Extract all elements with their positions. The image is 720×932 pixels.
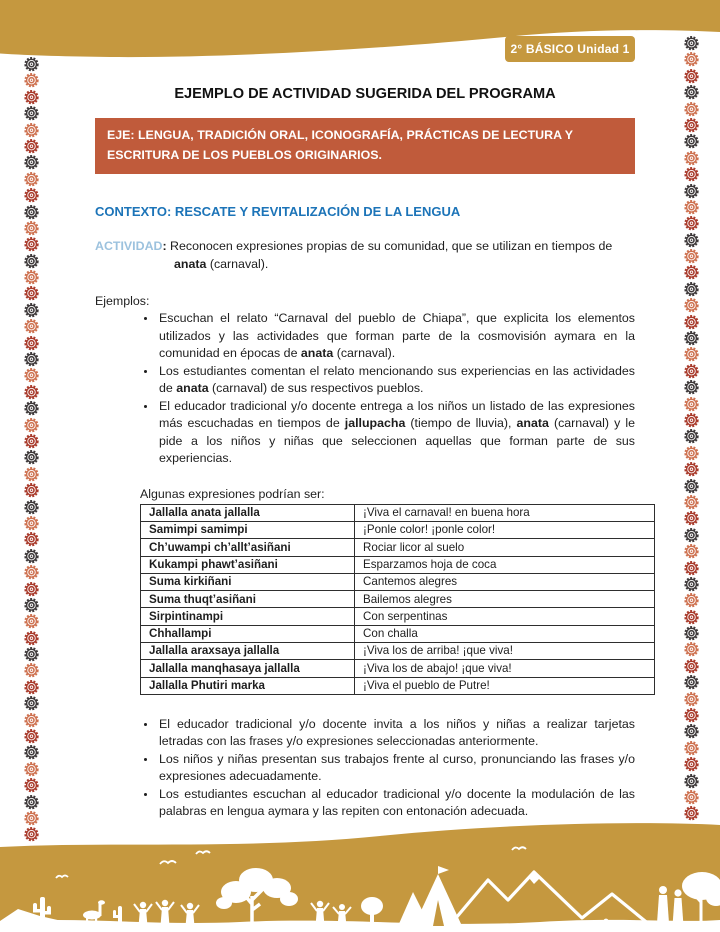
rosette-motif-icon [23, 105, 40, 121]
rosette-motif-icon [23, 597, 40, 613]
rosette-motif-icon [23, 400, 40, 416]
rosette-motif-icon [683, 674, 700, 690]
rosette-motif-icon [23, 728, 40, 744]
rosette-motif-icon [683, 166, 700, 182]
rosette-motif-icon [683, 281, 700, 297]
aymara-cell: Suma thuqt’asiñani [141, 591, 355, 608]
rosette-motif-icon [683, 461, 700, 477]
rosette-motif-icon [23, 89, 40, 105]
ejemplos-heading: Ejemplos: [95, 294, 150, 309]
rosette-motif-icon [683, 658, 700, 674]
rosette-motif-icon [683, 560, 700, 576]
rosette-motif-icon [683, 691, 700, 707]
bullet-item: • Los estudiantes escuchan al educador tradicional y/o docente la modulación de las palabras en lengua aymara y las repiten con entonación adecuada. [157, 786, 635, 821]
aymara-cell: Jallalla anata jallalla [141, 504, 355, 521]
expression-row [141, 660, 655, 677]
aymara-cell: Samimpi samimpi [141, 521, 355, 538]
left-border-rosette-chain [23, 56, 40, 843]
actividad-paragraph [95, 238, 635, 273]
expressions-intro: Algunas expresiones podrían ser: [140, 486, 325, 501]
bullet-item: • Escuchan el relato “Carnaval del pueblo de Chiapa”, que explicita los elementos utilizados y las actividades que forman parte de la cosmovisión aymara en la comunidad en épocas de anata (carnaval). [157, 310, 635, 363]
rosette-motif-icon [23, 72, 40, 88]
spanish-cell: Bailemos alegres [355, 591, 655, 608]
contexto-heading: CONTEXTO: RESCATE Y REVITALIZACIÓN DE LA LENGUA [95, 204, 461, 220]
rosette-motif-icon [23, 466, 40, 482]
rosette-motif-icon [683, 740, 700, 756]
eje-banner: EJE: LENGUA, TRADICIÓN ORAL, ICONOGRAFÍA, PRÁCTICAS DE LECTURA Y ESCRITURA DE LOS PUEBLOS ORIGINARIOS. [95, 118, 635, 174]
rosette-motif-icon [23, 794, 40, 810]
rosette-motif-icon [683, 756, 700, 772]
expression-row [141, 556, 655, 573]
rosette-motif-icon [683, 117, 700, 133]
rosette-motif-icon [683, 346, 700, 362]
rosette-motif-icon [683, 183, 700, 199]
rosette-motif-icon [23, 171, 40, 187]
spanish-cell: ¡Viva los de abajo! ¡que viva! [355, 660, 655, 677]
spanish-cell: Con serpentinas [355, 608, 655, 625]
rosette-motif-icon [683, 199, 700, 215]
expression-row [141, 625, 655, 642]
rosette-motif-icon [23, 335, 40, 351]
rosette-motif-icon [23, 531, 40, 547]
rosette-motif-icon [683, 150, 700, 166]
rosette-motif-icon [683, 101, 700, 117]
rosette-motif-icon [683, 494, 700, 510]
rosette-motif-icon [683, 248, 700, 264]
aymara-cell: Suma kirkiñani [141, 573, 355, 590]
spanish-cell: Cantemos alegres [355, 573, 655, 590]
expression-row [141, 591, 655, 608]
footer-gold-band [0, 823, 720, 932]
rosette-motif-icon [23, 56, 40, 72]
aymara-cell: Jallalla araxsaya jallalla [141, 643, 355, 660]
rosette-motif-icon [683, 592, 700, 608]
rosette-motif-icon [683, 264, 700, 280]
footer-andean-scene [0, 820, 720, 932]
actividad-text: Reconocen expresiones propias de su comunidad, que se utilizan en tiempos de anata (carnaval). [166, 239, 613, 271]
rosette-motif-icon [683, 625, 700, 641]
spanish-cell: ¡Viva el pueblo de Putre! [355, 677, 655, 694]
rosette-motif-icon [23, 269, 40, 285]
rosette-motif-icon [23, 630, 40, 646]
rosette-motif-icon [23, 253, 40, 269]
aymara-cell: Ch’uwampi ch’allt’asiñani [141, 539, 355, 556]
rosette-motif-icon [23, 581, 40, 597]
rosette-motif-icon [683, 527, 700, 543]
expressions-table-body [141, 504, 655, 694]
rosette-motif-icon [23, 384, 40, 400]
rosette-motif-icon [23, 220, 40, 236]
rosette-motif-icon [683, 478, 700, 494]
rosette-motif-icon [23, 564, 40, 580]
rosette-motif-icon [683, 789, 700, 805]
rosette-motif-icon [23, 417, 40, 433]
rosette-motif-icon [683, 379, 700, 395]
rosette-motif-icon [23, 154, 40, 170]
bullet-item: • El educador tradicional y/o docente invita a los niños y niñas a realizar tarjetas letradas con las frases y/o expresiones seleccionadas anteriormente. [157, 716, 635, 751]
rosette-motif-icon [683, 68, 700, 84]
spanish-cell: Rociar licor al suelo [355, 539, 655, 556]
aymara-cell: Sirpintinampi [141, 608, 355, 625]
rosette-motif-icon [683, 363, 700, 379]
spanish-cell: ¡Viva los de arriba! ¡que viva! [355, 643, 655, 660]
rosette-motif-icon [683, 576, 700, 592]
rosette-motif-icon [683, 84, 700, 100]
spanish-cell: Con challa [355, 625, 655, 642]
expression-row [141, 521, 655, 538]
rosette-motif-icon [23, 613, 40, 629]
rosette-motif-icon [683, 510, 700, 526]
rosette-motif-icon [23, 204, 40, 220]
rosette-motif-icon [683, 396, 700, 412]
bullet-item: • Los estudiantes comentan el relato mencionando sus experiencias en las actividades de anata (carnaval) de sus respectivos pueblos. [157, 363, 635, 398]
rosette-motif-icon [23, 449, 40, 465]
rosette-motif-icon [23, 679, 40, 695]
rosette-motif-icon [683, 723, 700, 739]
rosette-motif-icon [683, 215, 700, 231]
rosette-motif-icon [23, 122, 40, 138]
rosette-motif-icon [23, 695, 40, 711]
rosette-motif-icon [23, 367, 40, 383]
actividad-colon: : [162, 239, 167, 254]
expression-row [141, 608, 655, 625]
rosette-motif-icon [23, 646, 40, 662]
rosette-motif-icon [23, 187, 40, 203]
right-border-rosette-chain [683, 35, 700, 822]
expression-row [141, 573, 655, 590]
aymara-cell: Chhallampi [141, 625, 355, 642]
rosette-motif-icon [23, 499, 40, 515]
document-content [95, 86, 635, 821]
expression-row [141, 539, 655, 556]
expression-row [141, 677, 655, 694]
spanish-cell: ¡Viva el carnaval! en buena hora [355, 504, 655, 521]
rosette-motif-icon [683, 330, 700, 346]
rosette-motif-icon [23, 482, 40, 498]
rosette-motif-icon [23, 285, 40, 301]
rosette-motif-icon [23, 662, 40, 678]
rosette-motif-icon [683, 428, 700, 444]
rosette-motif-icon [683, 314, 700, 330]
rosette-motif-icon [683, 232, 700, 248]
rosette-motif-icon [683, 51, 700, 67]
rosette-motif-icon [23, 138, 40, 154]
rosette-motif-icon [23, 515, 40, 531]
rosette-motif-icon [23, 302, 40, 318]
expression-row [141, 643, 655, 660]
expression-row [141, 504, 655, 521]
rosette-motif-icon [683, 641, 700, 657]
spanish-cell: ¡Ponle color! ¡ponle color! [355, 521, 655, 538]
rosette-motif-icon [23, 236, 40, 252]
aymara-cell: Kukampi phawt’asiñani [141, 556, 355, 573]
rosette-motif-icon [23, 351, 40, 367]
rosette-motif-icon [683, 445, 700, 461]
spanish-cell: Esparzamos hoja de coca [355, 556, 655, 573]
rosette-motif-icon [683, 297, 700, 313]
page-title: EJEMPLO DE ACTIVIDAD SUGERIDA DEL PROGRAMA [174, 86, 556, 102]
rosette-motif-icon [23, 433, 40, 449]
actividad-label: ACTIVIDAD [95, 239, 163, 254]
rosette-motif-icon [23, 761, 40, 777]
aymara-cell: Jallalla manqhasaya jallalla [141, 660, 355, 677]
rosette-motif-icon [683, 35, 700, 51]
rosette-motif-icon [23, 548, 40, 564]
rosette-motif-icon [23, 712, 40, 728]
rosette-motif-icon [683, 133, 700, 149]
rosette-motif-icon [683, 412, 700, 428]
aymara-cell: Jallalla Phutiri marka [141, 677, 355, 694]
closing-bullet-list [95, 716, 635, 821]
expressions-table [140, 504, 655, 695]
rosette-motif-icon [23, 744, 40, 760]
bullet-item: • Los niños y niñas presentan sus trabajos frente al curso, pronunciando las frases y/o expresiones adecuadamente. [157, 751, 635, 786]
rosette-motif-icon [683, 773, 700, 789]
bullet-item: • El educador tradicional y/o docente entrega a los niños un listado de las expresiones más escuchadas en tiempos de jallupacha (tiempo de lluvia), anata (carnaval) y le pide a los niños y niñas que seleccionen aquellas que forman parte de sus experiencias. [157, 398, 635, 468]
rosette-motif-icon [23, 318, 40, 334]
rosette-motif-icon [683, 609, 700, 625]
rosette-motif-icon [23, 777, 40, 793]
rosette-motif-icon [683, 543, 700, 559]
ejemplos-bullet-list [95, 310, 635, 468]
unit-badge: 2° BÁSICO Unidad 1 [505, 36, 635, 62]
rosette-motif-icon [683, 707, 700, 723]
